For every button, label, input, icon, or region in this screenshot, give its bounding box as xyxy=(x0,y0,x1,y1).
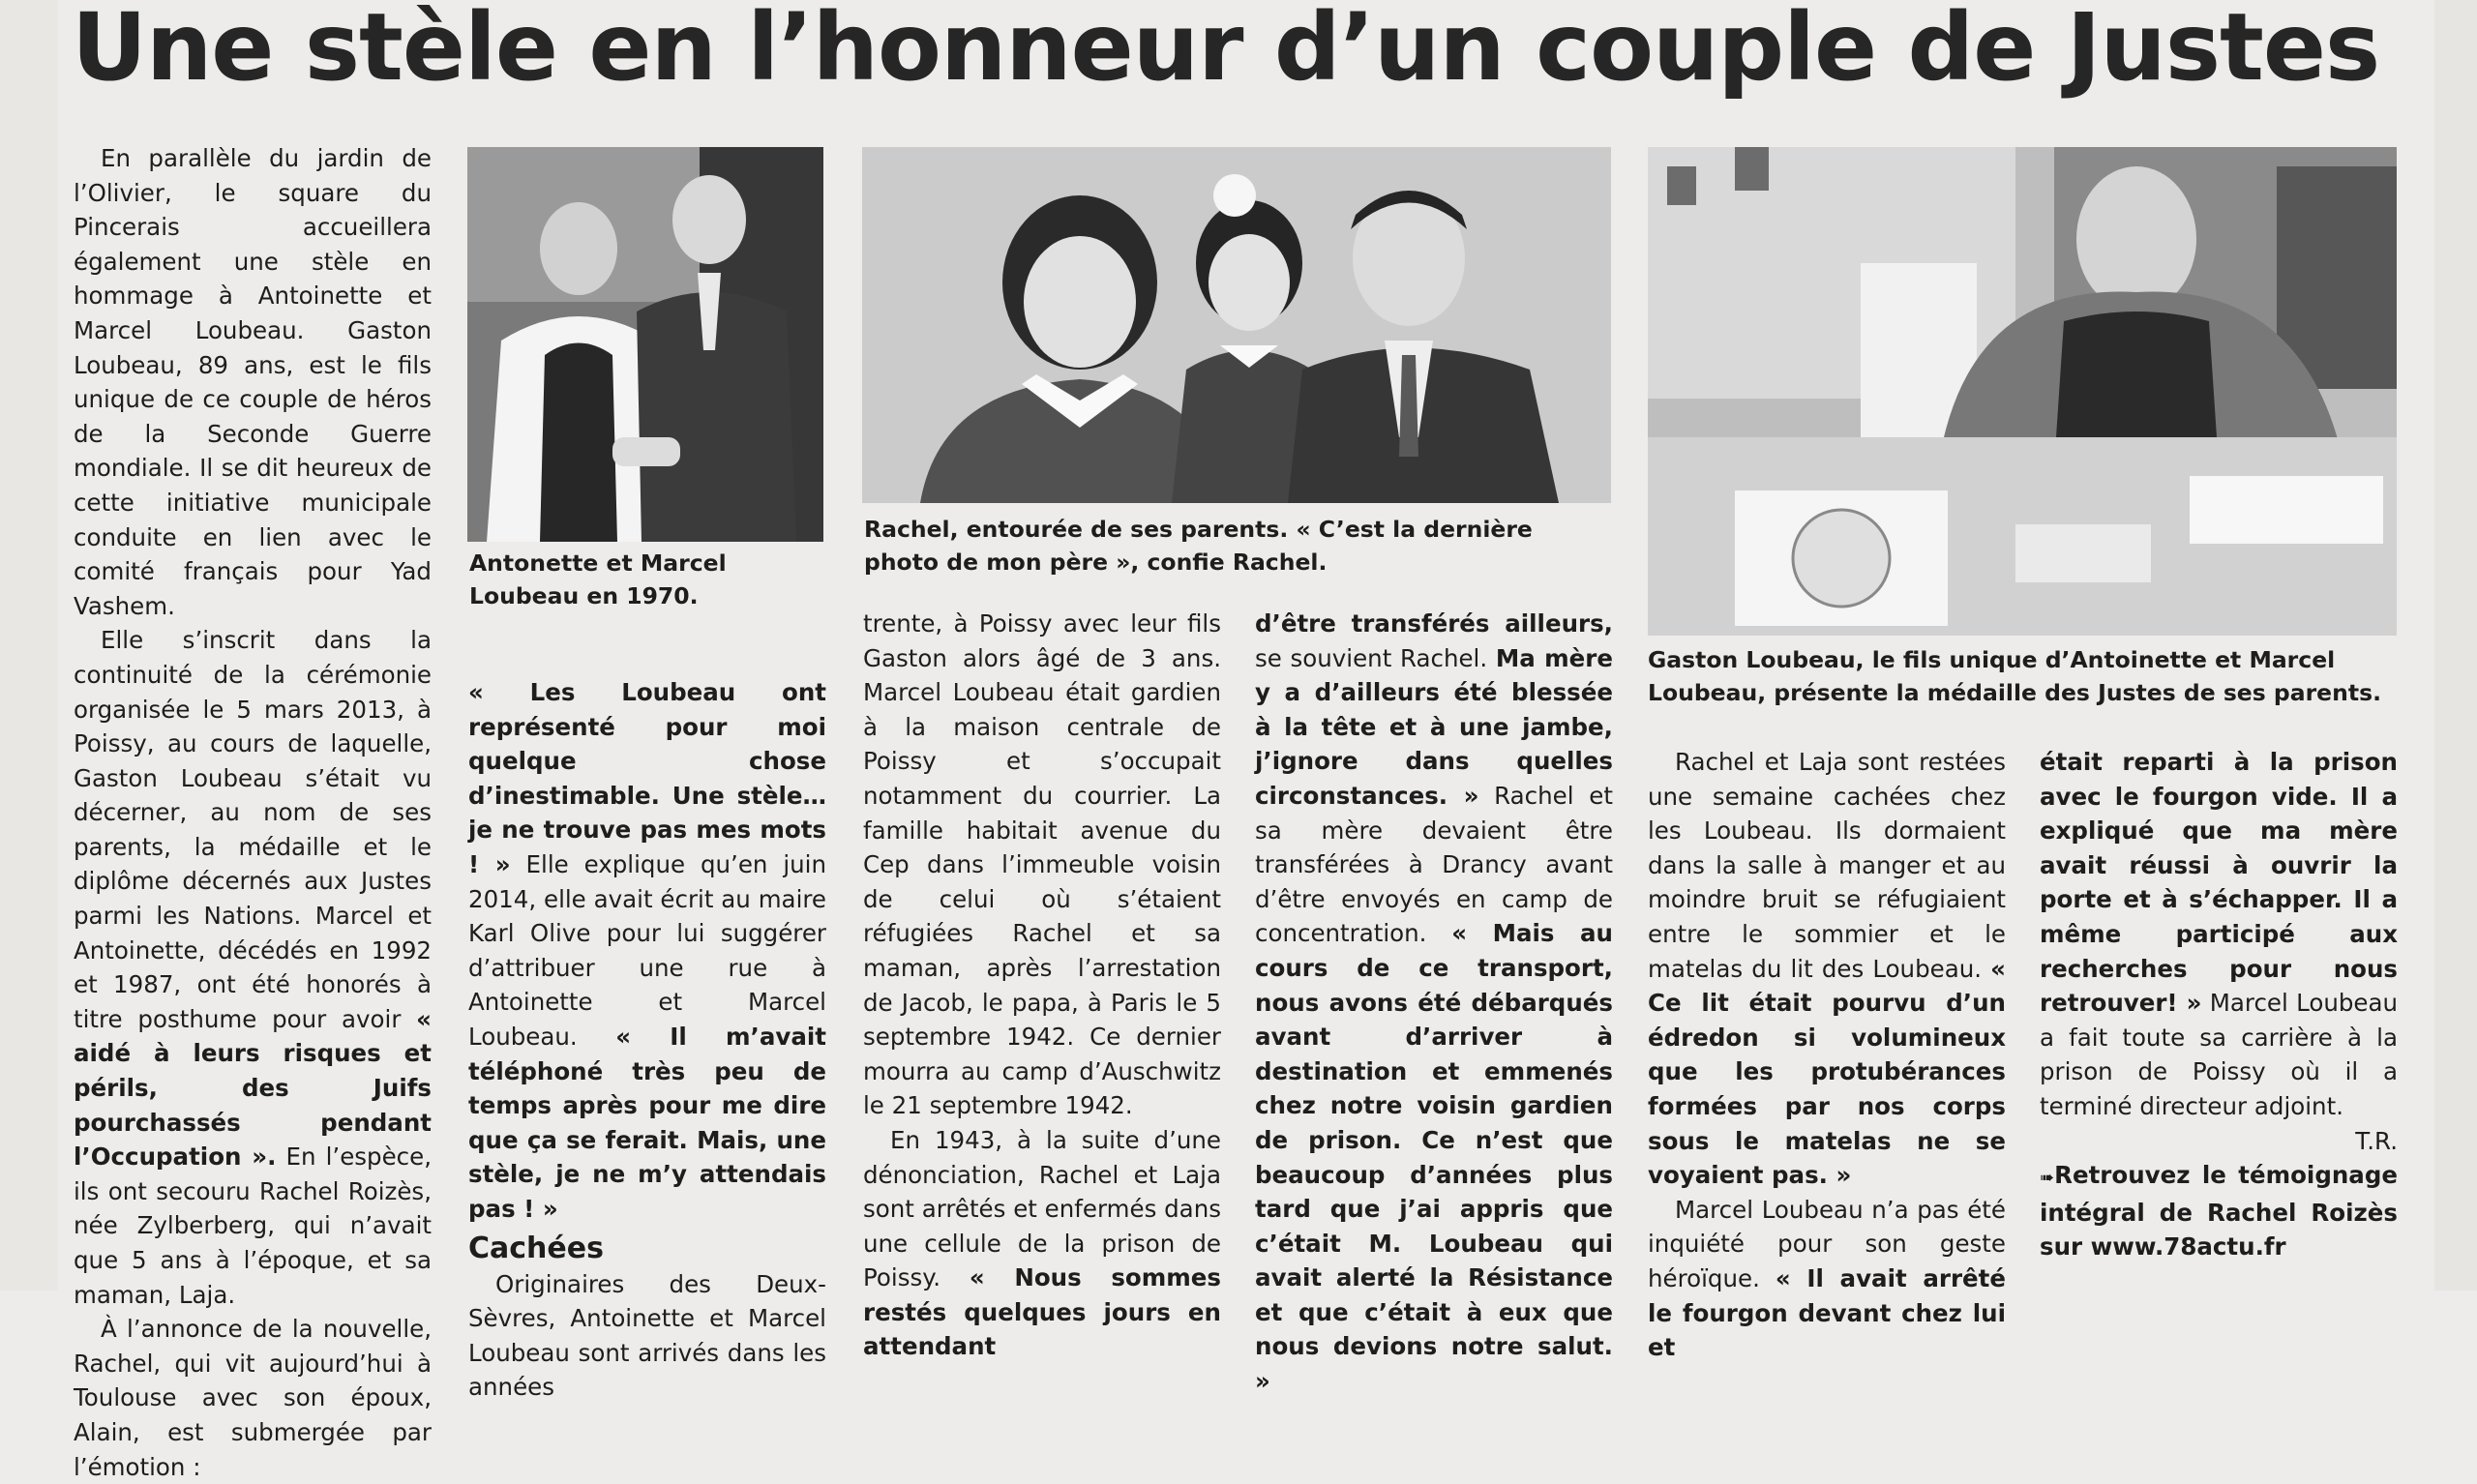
promo-text: Retrouvez le témoignage intégral de Rachel Roizès sur www.78actu.fr xyxy=(2040,1161,2398,1261)
text: En 1943, à la suite d’une dénonciation, Rachel et Laja sont arrêtés et enfermés dans une cellule de la prison de Poissy. xyxy=(863,1125,1221,1292)
text: Marcel Loubeau n’a pas été inquiété pour son geste héroïque. xyxy=(1648,1195,2006,1292)
caption-photo-3: Gaston Loubeau, le fils unique d’Antoinette et Marcel Loubeau, présente la médaille des Justes de ses parents. xyxy=(1648,646,2382,706)
quote: Ma mère y a d’ailleurs été blessée à la tête et à une jambe, j’ignore dans quelles circonstances. » xyxy=(1255,643,1613,810)
quote: « Il avait arrêté le fourgon devant chez lui et xyxy=(1648,1263,2007,1362)
paragraph xyxy=(2040,745,2398,1124)
photo-rachel-family xyxy=(862,147,1611,503)
paragraph: trente, à Poissy avec leur fils Gaston alors âgé de 3 ans. Marcel Loubeau était gardien à la maison centrale de Poissy et s’occupait notamment du courrier. La famille habitait avenue du Cep dans l’immeuble voisin de celui où s’étaient réfugiées Rachel et sa maman, après l’arrestation de Jacob, le papa, à Paris le 5 septembre 1942. Ce dernier mourra au camp d’Auschwitz le 21 septembre 1942. xyxy=(863,609,1221,1120)
column-4 xyxy=(1255,607,1613,1399)
quote: « Nous sommes restés quelques jours en attendant xyxy=(863,1263,1222,1361)
text: se souvient Rachel. xyxy=(1255,643,1496,672)
paragraph xyxy=(1255,607,1613,1399)
column-6 xyxy=(2040,745,2398,1264)
promo-line xyxy=(2040,1158,2398,1264)
column-1 xyxy=(74,141,432,1484)
paragraph: Originaires des Deux-Sèvres, Antoinette et Marcel Loubeau sont arrivés dans les années xyxy=(468,1269,826,1402)
paragraph xyxy=(1648,1193,2006,1365)
quote: « Il m’avait téléphoné très peu de temps après pour me dire que ça se ferait. Mais, une stèle, je ne m’y attendais pas ! » xyxy=(468,1022,826,1223)
headline: Une stèle en l’honneur d’un couple de Justes xyxy=(72,0,2380,102)
column-2 xyxy=(468,675,826,1405)
text: Marcel Loubeau a fait toute sa carrière à la prison de Poissy où il a terminé directeur adjoint. xyxy=(2040,989,2399,1120)
quote: « Mais au cours de ce transport, nous avons été débarqués avant d’arriver à destination et emmenés chez notre voisin gardien de prison. Ce n’est que beaucoup d’années plus tard que j’ai appris que c’était M. Loubeau qui avait alerté la Résistance et que c’était à eux que nous devions notre salut. » xyxy=(1255,919,1613,1396)
paragraph xyxy=(863,1123,1221,1364)
text: Rachel et sa mère devaient être transférées à Drancy avant d’être envoyés en camp de concentration. xyxy=(1255,781,1613,948)
section-heading: Cachées xyxy=(468,1231,604,1265)
photo-gaston-loubeau xyxy=(1648,147,2397,636)
quote: « Ce lit était pourvu d’un édredon si volumineux que les protubérances formées par nos corps sous le matelas ne se voyaient pas. » xyxy=(1648,954,2006,1190)
quote: d’être transférés ailleurs, xyxy=(1255,609,1613,638)
caption-photo-1: Antonette et Marcel Loubeau en 1970. xyxy=(469,549,727,609)
quote: était reparti à la prison avec le fourgon vide. Il a expliqué que ma mère avait réussi à ouvrir la porte et à s’échapper. Il a même participé aux recherches pour nous retrouver! » xyxy=(2040,748,2398,1018)
text: Elle s’inscrit dans la continuité de la cérémonie organisée le 5 mars 2013, à Poissy, au cours de laquelle, Gaston Loubeau s’était vu décerner, au nom de ses parents, la médaille et le diplôme décernés aux Justes parmi les Nations. Marcel et Antoinette, décédés en 1992 et 1987, ont été honorés à titre posthume pour avoir xyxy=(74,626,432,1033)
column-5 xyxy=(1648,745,2006,1365)
paragraph xyxy=(468,675,826,1227)
photo-loubeau-couple xyxy=(467,147,823,542)
right-page-edge xyxy=(2434,0,2477,1291)
column-3 xyxy=(863,607,1221,1364)
paragraph xyxy=(74,623,432,1312)
caption-photo-2: Rachel, entourée de ses parents. « C’est la dernière photo de mon père », confie Rachel. xyxy=(864,516,1533,576)
paragraph: En parallèle du jardin de l’Olivier, le square du Pincerais accueillera également une stèle en hommage à Antoinette et Marcel Loubeau. Gaston Loubeau, 89 ans, est le fils unique de ce couple de héros de la Seconde Guerre mondiale. Il se dit heureux de cette initiative municipale conduite en lien avec le comité français pour Yad Vashem. xyxy=(74,144,432,620)
text: Rachel et Laja sont restées une semaine cachées chez les Loubeau. Ils dormaient dans la salle à manger et au moindre bruit se réfugiaient entre le sommier et le matelas du lit des Loubeau. xyxy=(1648,748,2006,983)
arrow-icon: ➠ xyxy=(2040,1168,2055,1189)
quote: « aidé à leurs risques et périls, des Juifs pourchassés pendant l’Occupation ». xyxy=(74,1004,432,1172)
author-signature: T.R. xyxy=(2355,1126,2398,1155)
left-page-edge xyxy=(0,0,58,1291)
paragraph xyxy=(1648,745,2006,1193)
text: En l’espèce, ils ont secouru Rachel Roizès, née Zylberberg, qui n’avait que 5 ans à l’époque, et sa maman, Laja. xyxy=(74,1143,432,1309)
text: Elle explique qu’en juin 2014, elle avait écrit au maire Karl Olive pour lui suggérer d’attribuer une rue à Antoinette et Marcel Loubeau. xyxy=(468,849,826,1051)
paragraph: À l’annonce de la nouvelle, Rachel, qui vit aujourd’hui à Toulouse avec son époux, Alain, est submergée par l’émotion : xyxy=(74,1315,432,1481)
quote: « Les Loubeau ont représenté pour moi quelque chose d’inestimable. Une stèle… je ne trouve pas mes mots ! » xyxy=(468,678,826,878)
